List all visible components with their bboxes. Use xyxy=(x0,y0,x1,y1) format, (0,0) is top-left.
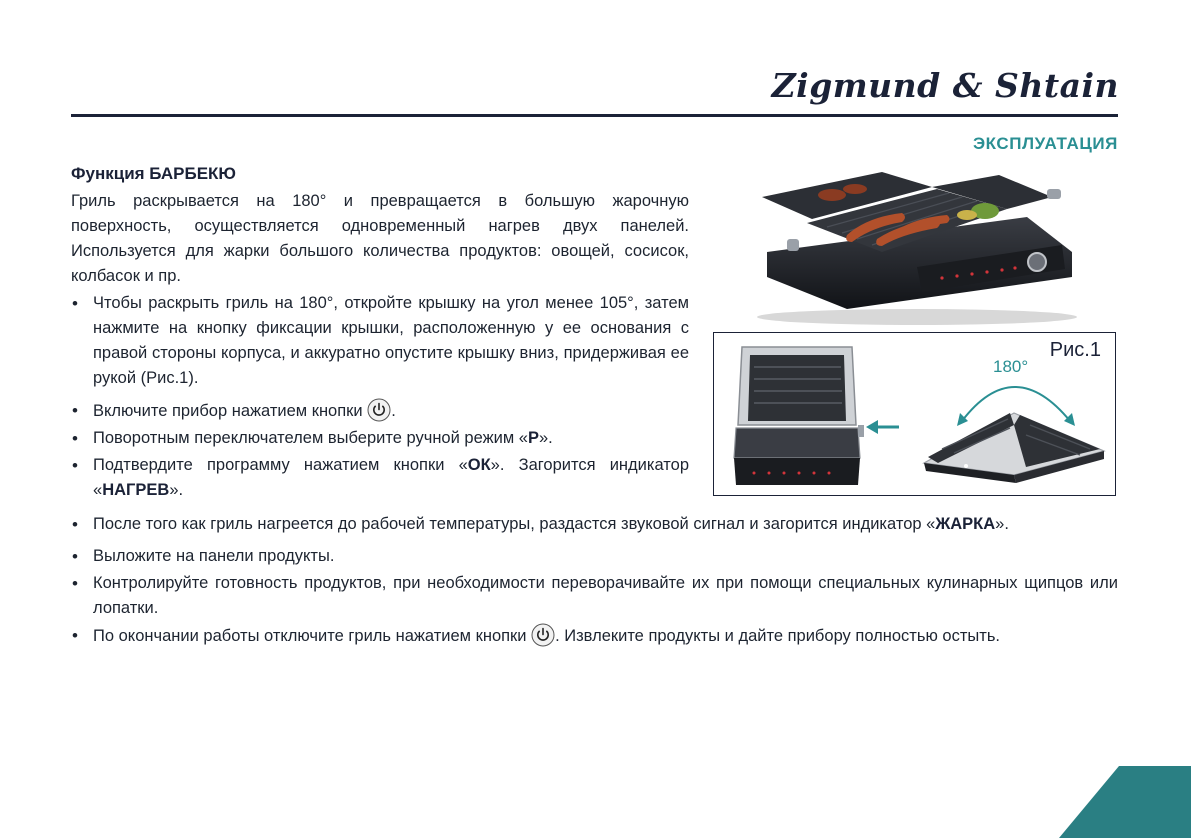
grill-photo xyxy=(727,157,1095,327)
brand-logo: Zigmund & Shtain xyxy=(771,66,1119,105)
power-icon xyxy=(531,623,555,647)
list-item: • Контролируйте готовность продуктов, при необходимости переворачивайте их при помощи специальных кулинарных щипцов или лопатки. xyxy=(71,571,1118,621)
intro-paragraph: Гриль раскрывается на 180° и превращается в большую жарочную поверхность, осуществляется одновременный нагрев двух панелей. Используется для жарки большого количества продуктов: овощей, сосисок, колбасок и пр. xyxy=(71,192,689,285)
list-item: • После того как гриль нагреется до рабочей температуры, раздастся звуковой сигнал и загорится индикатор «ЖАРКА». xyxy=(71,512,1118,537)
angle-label: 180° xyxy=(993,357,1029,376)
list-item: • По окончании работы отключите гриль нажатием кнопки . Извлеките продукты и дайте прибору полностью остыть. xyxy=(71,623,1118,649)
list-item: • Подтвердите программу нажатием кнопки «ОК». Загорится индикатор «НАГРЕВ». xyxy=(71,453,689,503)
steps-list-top xyxy=(71,291,689,510)
figure-label: Рис.1 xyxy=(1049,339,1101,361)
power-icon xyxy=(367,398,391,422)
function-heading: Функция БАРБЕКЮ xyxy=(71,164,236,183)
list-item: • Поворотным переключателем выберите ручной режим «Р». xyxy=(71,426,689,451)
list-item: • Включите прибор нажатием кнопки . xyxy=(71,398,689,424)
steps-list-bottom xyxy=(71,512,1118,656)
section-title: ЭКСПЛУАТАЦИЯ xyxy=(972,134,1118,153)
arrow-left-icon xyxy=(866,420,899,434)
list-item: • Чтобы раскрыть гриль на 180°, откройте крышку на угол менее 105°, затем нажмите на кнопку фиксации крышки, расположенную у ее основания с правой стороны корпуса, и аккуратно опустите крышку вниз, придерживая ее рукой (Рис.1). xyxy=(71,291,689,391)
figure-1 xyxy=(713,332,1116,496)
header-rule xyxy=(71,114,1118,117)
figure-illustration xyxy=(714,333,1114,493)
list-item: • Выложите на панели продукты. xyxy=(71,544,1118,569)
corner-decoration xyxy=(1059,766,1191,838)
